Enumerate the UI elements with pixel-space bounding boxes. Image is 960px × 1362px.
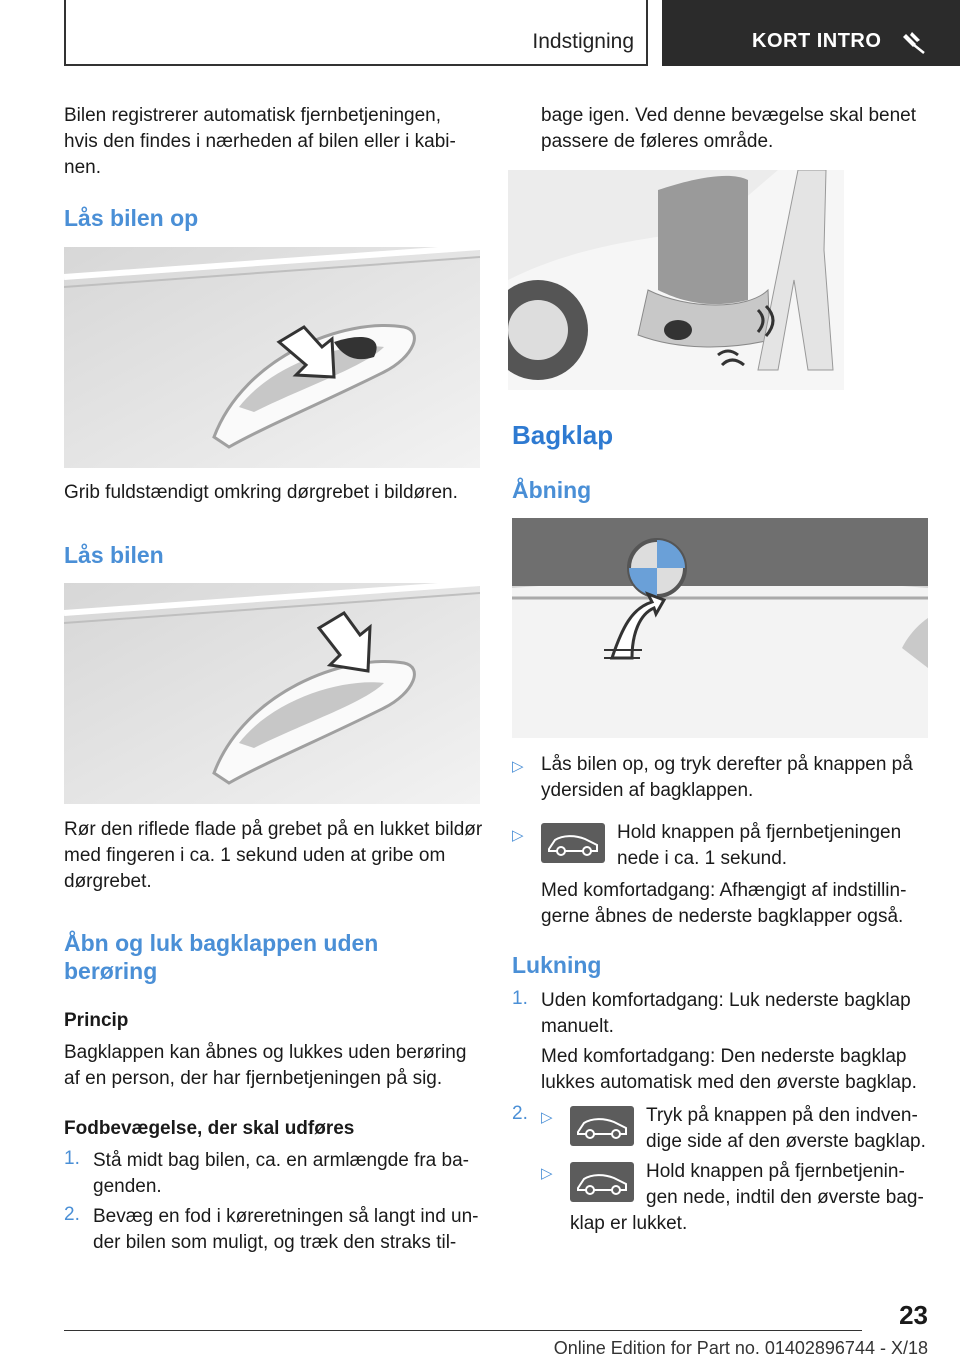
door-handle-lock-image — [64, 583, 480, 804]
car-tailgate-button-icon — [541, 823, 605, 863]
step-text: Stå midt bag bilen, ca. en armlængde fra ba- genden. — [93, 1150, 469, 1197]
tailgate-button-image — [512, 518, 928, 738]
heading-opening: Åbning — [512, 477, 592, 503]
open-item-text: Hold knappen på fjernbetjeningen nede i ca. 1 sekund. — [617, 822, 902, 869]
heading-tailgate: Bagklap — [512, 420, 614, 450]
unlock-caption: Grib fuldstændigt omkring dørgrebet i bildøren. — [64, 482, 458, 503]
intro-paragraph: Bilen registrerer automatisk fjernbetjeningen, hvis den findes i nærheden af bilen eller i kabi- nen. — [64, 105, 456, 178]
header-tab-label: KORT INTRO — [752, 30, 882, 52]
heading-closing: Lukning — [512, 952, 602, 978]
sub-item-text-cont: klap er lukket. — [570, 1213, 688, 1234]
continued-text: bage igen. Ved denne bevægelse skal benet passere de føleres område. — [541, 105, 917, 152]
header-section-title: Indstigning — [532, 30, 634, 53]
lock-caption: Rør den riflede flade på grebet på en lukket bildør med fingeren i ca. 1 sekund uden at gribe om dørgrebet. — [64, 819, 483, 892]
step-number: 2. — [512, 1103, 528, 1124]
heading-lock: Lås bilen — [64, 542, 164, 568]
heading-principle: Princip — [64, 1010, 129, 1031]
close-step-text: Uden komfortadgang: Luk nederste bagklap manuelt. — [541, 990, 911, 1037]
bullet-marker: ▷ — [541, 1109, 553, 1126]
heading-unlock: Lås bilen op — [64, 205, 199, 231]
comfort-close-text: Med komfortadgang: Den nederste bagklap lukkes automatisk med den øverste bagklap. — [541, 1046, 917, 1093]
step-number: 1. — [64, 1148, 80, 1169]
bullet-marker: ▷ — [541, 1165, 553, 1182]
header-rule — [64, 64, 648, 66]
header-tab[interactable] — [662, 0, 960, 66]
sub-item-text: Hold knappen på fjernbetjenin- gen nede, indtil den øverste bag- — [646, 1161, 924, 1208]
close-step-text: Tryk på knappen på den indven- dige side af den øverste bagklap. — [646, 1105, 926, 1152]
footer-rule — [64, 1330, 862, 1331]
page-number: 23 — [899, 1300, 928, 1330]
bullet-marker: ▷ — [512, 827, 524, 844]
header-border-left — [64, 0, 66, 66]
comfort-open-text: Med komfortadgang: Afhængigt af indstillin- gerne åbnes de nederste bagklapper også. — [541, 880, 907, 927]
pin-icon — [900, 30, 926, 54]
footer-edition: Online Edition for Part no. 01402896744 - X/18 — [553, 1338, 928, 1358]
door-handle-unlock-image — [64, 247, 480, 468]
step-number: 1. — [512, 988, 528, 1009]
foot-sensor-image — [508, 170, 844, 390]
bullet-marker: ▷ — [512, 758, 524, 775]
header-border-right — [646, 0, 648, 66]
step-text: Bevæg en fod i køreretningen så langt ind un- der bilen som muligt, og træk den straks til- — [93, 1206, 479, 1253]
step-number: 2. — [64, 1204, 80, 1225]
principle-text: Bagklappen kan åbnes og lukkes uden berøring af en person, der har fjernbetjeningen på sig. — [64, 1042, 467, 1089]
heading-contactless: Åbn og luk bagklappen uden berøring — [64, 930, 379, 984]
car-tailgate-button-icon — [570, 1162, 634, 1202]
car-tailgate-button-icon — [570, 1106, 634, 1146]
heading-foot-movement: Fodbevægelse, der skal udføres — [64, 1118, 355, 1139]
open-item-text: Lås bilen op, og tryk derefter på knappen på ydersiden af bagklappen. — [541, 754, 913, 801]
